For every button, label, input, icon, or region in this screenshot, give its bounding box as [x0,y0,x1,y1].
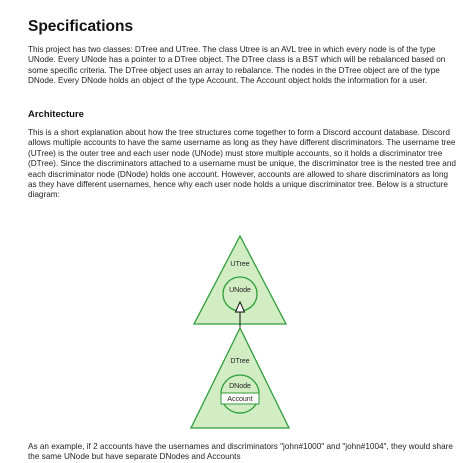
account-label: Account [227,396,253,403]
architecture-paragraph: This is a short explanation about how the tree structures come together to form a Discord account database. Discord allows multiple accounts to have the same username as long as they have different discriminators. The username tree (UTree) is the outer tree and each user node (UNode) must store multiple accounts, so it holds a discriminator tree (DTree). Since the discriminators attached to a username must be unique, the discriminator tree is the nested tree and each discriminator node (DNode) holds one account. However, accounts are allowed to share discriminators as long as they have different usernames, hence why each user node holds a unique discriminator tree. Below is a structure diagram: [28,128,456,200]
structure-diagram [188,232,292,432]
page-title: Specifications [28,18,134,35]
structure-diagram-svg [188,232,292,432]
unode-label: UNode [229,287,251,294]
intro-paragraph: This project has two classes: DTree and UTree. The class Utree is an AVL tree in which every node is of the type UNode. Every UNode has a pointer to a DTree object. The DTree class is a BST which will be rebalanced based on some specific criteria. The DTree object uses an array to rebalance. The nodes in the DTree object are of the type DNode. Every DNode holds an object of the type Account. The Account object holds the information for a user. [28,45,446,86]
example-paragraph: As an example, if 2 accounts have the usernames and discriminators "john#1000" and "john#1004", they would share the same UNode but have separate DNodes and Accounts [28,442,453,462]
dtree-label: DTree [230,358,250,365]
architecture-heading: Architecture [28,109,84,120]
utree-label: UTree [230,261,250,268]
dnode-label: DNode [229,383,251,390]
